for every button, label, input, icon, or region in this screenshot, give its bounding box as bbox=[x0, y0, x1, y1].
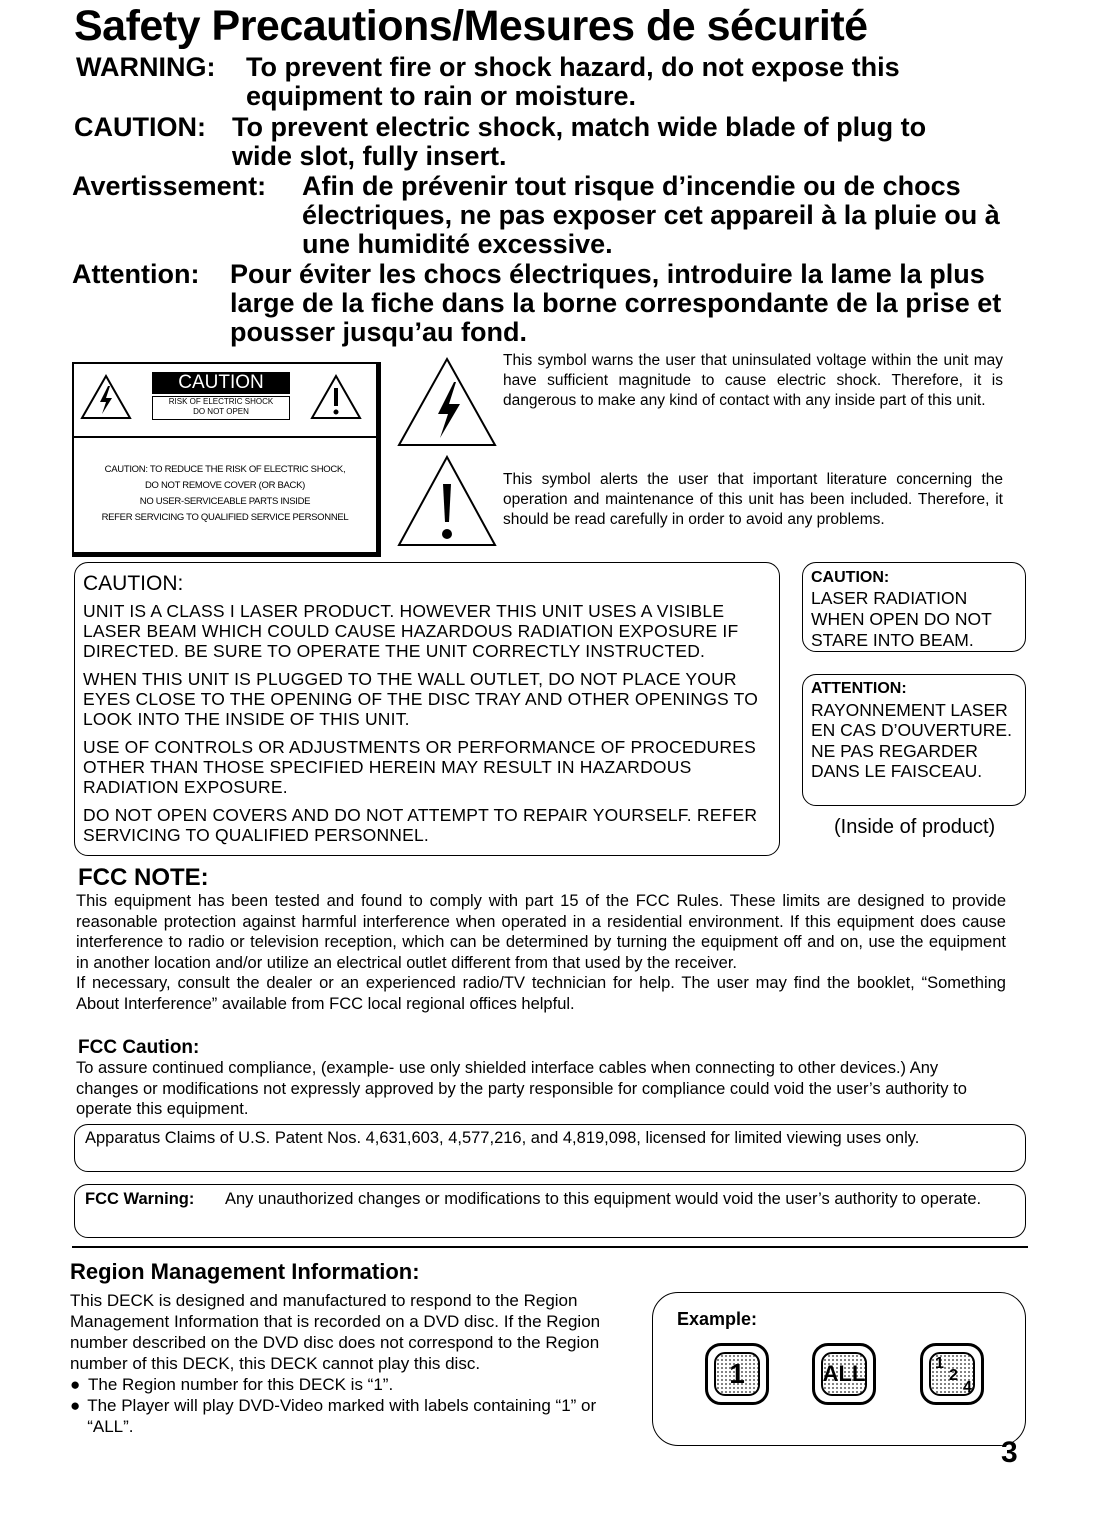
example-label: Example: bbox=[677, 1309, 758, 1329]
lightning-symbol-text: This symbol warns the user that uninsulated voltage within the unit may have sufficient magnitude to cause electric shock. Therefore, it is dangerous to make any kind of contact with any inside part of this unit. bbox=[503, 352, 1003, 409]
side-attention-box bbox=[802, 674, 1026, 806]
caution-heading: CAUTION bbox=[152, 372, 290, 394]
warning-label: WARNING: bbox=[76, 52, 216, 82]
attention-block bbox=[72, 260, 1032, 350]
patent-text: Apparatus Claims of U.S. Patent Nos. 4,631,603, 4,577,216, and 4,819,098, licensed for limited viewing uses only. bbox=[85, 1129, 920, 1147]
caution-label: CAUTION: bbox=[74, 112, 206, 142]
fcc-warning-text: Any unauthorized changes or modifications to this equipment would void the user’s authority to operate. bbox=[225, 1190, 982, 1208]
fcc-warning-label: FCC Warning: bbox=[85, 1190, 195, 1208]
bullet-icon: ● bbox=[70, 1396, 81, 1415]
caution-text: To prevent electric shock, match wide blade of plug to wide slot, fully insert. bbox=[232, 112, 927, 171]
bullet-icon: ● bbox=[70, 1375, 81, 1394]
side-caution-box bbox=[802, 562, 1026, 652]
region-text-block bbox=[70, 1290, 622, 1437]
caution-label-lines: CAUTION: TO REDUCE THE RISK OF ELECTRIC SHOCK, DO NOT REMOVE COVER (OR BACK) NO USER-SERVICEABLE PARTS INSIDE REFER SERVICING TO QUALIFIED SERVICE PERSONNEL bbox=[101, 464, 349, 523]
laser-paragraph: UNIT IS A CLASS I LASER PRODUCT. HOWEVER THIS UNIT USES A VISIBLE LASER BEAM WHICH COULD CAUSE HAZARDOUS RADIATION EXPOSURE IF DIRECTED. BE SURE TO OPERATE THE UNIT CORRECTLY INSTRUCTED. bbox=[83, 601, 739, 661]
caution-sub: RISK OF ELECTRIC SHOCK DO NOT OPEN bbox=[152, 396, 290, 420]
region-heading: Region Management Information: bbox=[70, 1259, 420, 1284]
caution-label-graphic bbox=[72, 362, 381, 557]
side-caution-heading: CAUTION: bbox=[811, 569, 890, 586]
avertissement-block bbox=[72, 172, 1032, 262]
fcc-warning-box bbox=[74, 1184, 1026, 1238]
laser-paragraph: DO NOT OPEN COVERS AND DO NOT ATTEMPT TO REPAIR YOURSELF. REFER SERVICING TO QUALIFIED PERSONNEL. bbox=[83, 805, 758, 845]
laser-paragraph: USE OF CONTROLS OR ADJUSTMENTS OR PERFORMANCE OF PROCEDURES OTHER THAN THOSE SPECIFIED HEREIN MAY RESULT IN HAZARDOUS RADIATION EXPOSURE. bbox=[83, 737, 756, 797]
side-attention-text: RAYONNEMENT LASER EN CAS D’OUVERTURE. NE PAS REGARDER DANS LE FAISCEAU. bbox=[811, 699, 1012, 781]
region-label-multi-icon: 1 2 4 bbox=[920, 1343, 984, 1405]
side-caution-text: LASER RADIATION WHEN OPEN DO NOT STARE INTO BEAM. bbox=[811, 588, 992, 650]
attention-label: Attention: bbox=[72, 259, 200, 289]
fcc-caution-body bbox=[76, 1058, 986, 1120]
lightning-triangle-icon bbox=[80, 374, 132, 420]
warning-text: To prevent fire or shock hazard, do not expose this equipment to rain or moisture. bbox=[246, 52, 900, 111]
region-label-all-icon: ALL bbox=[812, 1343, 876, 1405]
patent-box bbox=[74, 1124, 1026, 1172]
lightning-symbol-icon bbox=[396, 356, 498, 448]
fcc-caution-text: To assure continued compliance, (example- use only shielded interface cables when connecting to other devices.) Any changes or modifications not expressly approved by the party responsible for compliance could void the user’s authority to operate this equipment. bbox=[76, 1059, 967, 1118]
inside-note: (Inside of product) bbox=[834, 816, 996, 838]
laser-caution-heading: CAUTION: bbox=[83, 572, 184, 595]
warning-block bbox=[76, 53, 1016, 113]
attention-text: Pour éviter les chocs électriques, introduire la lame la plus large de la fiche dans la borne correspondante de la prise et pousser jusqu’au fond. bbox=[230, 259, 1002, 347]
fcc-note-body bbox=[76, 891, 1006, 1014]
region-label-1-icon: 1 bbox=[705, 1343, 769, 1405]
divider bbox=[72, 1246, 1028, 1248]
avertissement-label: Avertissement: bbox=[72, 171, 267, 201]
caution-block bbox=[74, 113, 1014, 173]
fcc-paragraph: If necessary, consult the dealer or an experienced radio/TV technician for help. The user may find the booklet, “Something About Interference” available from FCC local regional offices helpful. bbox=[76, 974, 1006, 1013]
list-item: ● The Region number for this DECK is “1”. bbox=[70, 1375, 394, 1394]
exclamation-symbol-icon bbox=[396, 454, 498, 548]
region-description: This DECK is designed and manufactured to respond to the Region Management Information that is recorded on a DVD disc. If the Region number described on the DVD disc does not correspond to the Region number of this DECK, this DECK cannot play this disc. bbox=[70, 1291, 601, 1373]
avertissement-text: Afin de prévenir tout risque d’incendie ou de chocs électriques, ne pas exposer cet appareil à la pluie ou à une humidité excessive. bbox=[302, 171, 1000, 259]
laser-paragraph: WHEN THIS UNIT IS PLUGGED TO THE WALL OUTLET, DO NOT PLACE YOUR EYES CLOSE TO THE OPENING OF THE DISC TRAY AND OTHER OPENINGS TO LOOK INTO THE INSIDE OF THIS UNIT. bbox=[83, 669, 759, 729]
page-title: Safety Precautions/Mesures de sécurité bbox=[74, 2, 868, 50]
laser-caution-box bbox=[74, 562, 780, 856]
exclamation-symbol-text: This symbol alerts the user that important literature concerning the operation and maintenance of this unit has been included. Therefore, it should be read carefully in order to avoid any problems. bbox=[503, 471, 1003, 528]
side-attention-heading: ATTENTION: bbox=[811, 680, 907, 697]
page-number: 3 bbox=[1001, 1436, 1018, 1469]
fcc-note-heading: FCC NOTE: bbox=[78, 864, 209, 891]
fcc-paragraph: This equipment has been tested and found to comply with part 15 of the FCC Rules. These limits are designed to provide reasonable protection against harmful interference when operated in a residential environment. If this equipment does cause interference to radio or television reception, which can be determined by turning the equipment off and on, use the equipment in another location and/or utilize an electrical outlet different from that used by the receiver. bbox=[76, 892, 1006, 972]
exclamation-triangle-icon bbox=[310, 374, 362, 420]
fcc-caution-heading: FCC Caution: bbox=[78, 1037, 200, 1058]
list-item: ● The Player will play DVD-Video marked with labels containing “1” or “ALL”. bbox=[70, 1396, 597, 1436]
